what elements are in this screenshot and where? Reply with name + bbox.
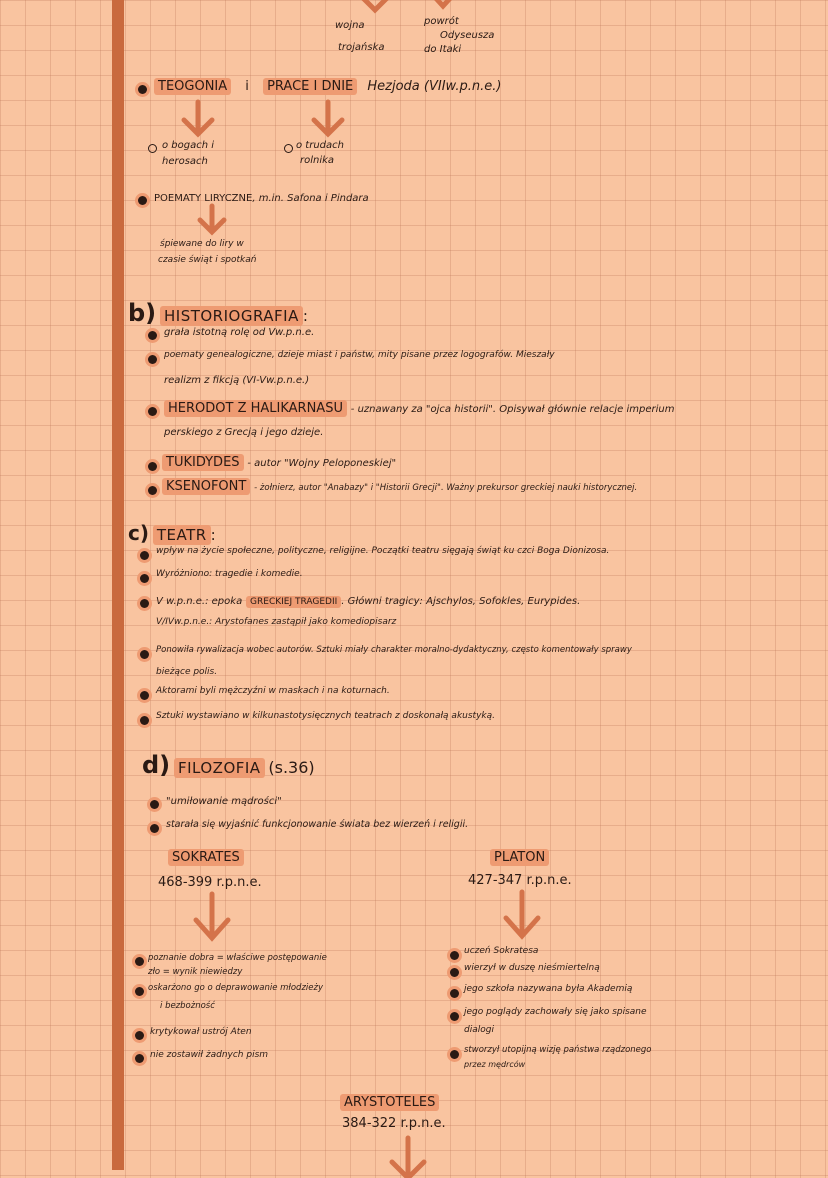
bullet-dot xyxy=(148,355,157,364)
ksenofont-line xyxy=(162,480,637,494)
tragedia-highlight: GRECKIEJ TRAGEDII xyxy=(246,596,341,608)
teatr-b3-a: V w.p.n.e.: epoka xyxy=(156,596,243,607)
sokrates-name-wrap xyxy=(168,851,244,865)
platon-dates: 427-347 r.p.n.e. xyxy=(468,873,572,888)
bullet-dot xyxy=(138,85,147,94)
platon-p1: uczeń Sokratesa xyxy=(464,946,539,956)
arystoteles-dates: 384-322 r.p.n.e. xyxy=(342,1116,446,1131)
arystoteles-name-wrap xyxy=(340,1096,439,1110)
section-letter: c) xyxy=(128,521,149,545)
margin-line xyxy=(112,0,124,1170)
filozofia-title: FILOZOFIA xyxy=(174,758,265,778)
herodot-name: HERODOT Z HALIKARNASU xyxy=(164,400,347,417)
tukidydes-line xyxy=(162,456,396,470)
hezjod-sub2-b: rolnika xyxy=(300,155,335,166)
teatr-b3-line2: V/IVw.p.n.e.: Arystofanes zastąpił jako komediopisarz xyxy=(156,617,397,627)
hezjod-sub2-a: o trudach xyxy=(296,140,344,151)
sokrates-p1-a: poznanie dobra = właściwe postępowanie xyxy=(148,953,327,963)
bullet-dot xyxy=(450,989,459,998)
teogonia-title: TEOGONIA xyxy=(154,78,231,95)
filozofia-page: (s.36) xyxy=(268,758,315,777)
bullet-dot xyxy=(135,1054,144,1063)
historiografia-b1: grała istotną rolę od Vw.p.n.e. xyxy=(164,327,315,338)
bullet-dot xyxy=(450,1012,459,1021)
hezjod-line xyxy=(154,80,501,94)
filozofia-heading xyxy=(142,752,315,778)
bullet-dot xyxy=(148,486,157,495)
bullet-dot xyxy=(140,574,149,583)
bullet-dot xyxy=(140,551,149,560)
poematy-note-b: czasie świąt i spotkań xyxy=(158,255,257,265)
filozofia-b2: starała się wyjaśnić funkcjonowanie świata bez wierzeń i religii. xyxy=(166,819,469,830)
top-wojna: wojna xyxy=(335,20,365,31)
bullet-circle xyxy=(148,144,157,153)
herodot-rest2: perskiego z Grecją i jego dzieje. xyxy=(164,427,324,438)
platon-p5-a: stworzył utopijną wizję państwa rządzonego xyxy=(464,1045,652,1055)
bullet-dot xyxy=(148,331,157,340)
bullet-dot xyxy=(138,196,147,205)
bullet-dot xyxy=(135,987,144,996)
poematy-rest: , m.in. Safona i Pindara xyxy=(252,193,369,204)
sokrates-dates: 468-399 r.p.n.e. xyxy=(158,875,262,890)
conj-i: i xyxy=(245,79,249,94)
sokrates-p4: nie zostawił żadnych pism xyxy=(150,1050,269,1060)
bullet-dot xyxy=(135,1031,144,1040)
poematy-line xyxy=(154,193,369,204)
filozofia-b1: "umiłowanie mądrości" xyxy=(166,796,282,807)
ksenofont-rest: - żołnierz, autor "Anabazy" i "Historii Grecji". Ważny prekursor greckiej nauki historycznej. xyxy=(254,483,638,493)
top-trojanska: trojańska xyxy=(338,42,385,53)
colon: : xyxy=(302,307,309,325)
teatr-title: TEATR xyxy=(153,525,211,545)
bullet-dot xyxy=(450,1050,459,1059)
poematy-note-a: śpiewane do liry w xyxy=(160,239,244,249)
platon-name: PLATON xyxy=(490,849,549,866)
sokrates-name: SOKRATES xyxy=(168,849,244,866)
arrow-down-icon xyxy=(178,102,218,138)
platon-name-wrap xyxy=(490,851,549,865)
arrow-down-icon xyxy=(195,206,229,236)
sokrates-p2-a: oskarżono go o deprawowanie młodzieży xyxy=(148,983,323,993)
bullet-dot xyxy=(148,407,157,416)
bullet-dot xyxy=(135,957,144,966)
arrow-down-icon xyxy=(428,0,458,14)
platon-p4-b: dialogi xyxy=(464,1025,494,1035)
bullet-dot xyxy=(450,968,459,977)
bullet-dot xyxy=(150,824,159,833)
bullet-dot xyxy=(140,599,149,608)
platon-p3: jego szkoła nazywana była Akademią xyxy=(464,984,633,994)
teatr-b4-a: Ponowiła rywalizacja wobec autorów. Sztuki miały charakter moralno-dydaktyczny, często komentowały sprawy xyxy=(156,645,632,655)
teatr-b3 xyxy=(156,594,580,608)
platon-p2: wierzył w duszę nieśmiertelną xyxy=(464,963,600,973)
colon: : xyxy=(210,526,217,544)
arrow-down-icon xyxy=(386,1138,430,1178)
arrow-down-icon xyxy=(308,102,348,138)
bullet-circle xyxy=(284,144,293,153)
section-letter: d) xyxy=(142,751,171,779)
bullet-dot xyxy=(140,650,149,659)
sokrates-p1-b: zło = wynik niewiedzy xyxy=(148,967,243,977)
teatr-b2: Wyróżniono: tragedie i komedie. xyxy=(156,569,303,579)
tukidydes-rest: - autor "Wojny Peloponeskiej" xyxy=(247,458,397,469)
prace-title: PRACE I DNIE xyxy=(263,78,357,95)
platon-p4-a: jego poglądy zachowały się jako spisane xyxy=(464,1007,647,1017)
teatr-b3-b: . Główni tragicy: Ajschylos, Sofokles, Eurypides. xyxy=(341,596,581,607)
teatr-b6: Sztuki wystawiano w kilkunastotysięcznych teatrach z doskonałą akustyką. xyxy=(156,711,495,721)
teatr-heading xyxy=(128,522,216,544)
bullet-dot xyxy=(450,951,459,960)
historiografia-title: HISTORIOGRAFIA xyxy=(160,306,303,326)
bullet-dot xyxy=(140,716,149,725)
hezjod-author: Hezjoda (VIIw.p.n.e.) xyxy=(367,79,502,94)
arrow-down-icon xyxy=(355,0,395,18)
tukidydes-name: TUKIDYDES xyxy=(162,454,244,471)
arrow-down-icon xyxy=(500,892,544,942)
top-do-itaki: do Itaki xyxy=(424,44,462,55)
teatr-b4-b: bieżące polis. xyxy=(156,667,218,677)
teatr-b1: wpływ na życie społeczne, polityczne, religijne. Początki teatru sięgają świąt ku czci Boga Dionizosa. xyxy=(156,546,610,556)
hezjod-sub1-b: herosach xyxy=(162,156,208,167)
arystoteles-name: ARYSTOTELES xyxy=(340,1094,439,1111)
top-odyseusza: Odyseusza xyxy=(440,30,495,41)
bullet-dot xyxy=(148,462,157,471)
bullet-dot xyxy=(140,691,149,700)
top-powrot: powrót xyxy=(424,16,459,27)
bullet-dot xyxy=(150,800,159,809)
platon-p5-b: przez mędrców xyxy=(464,1060,526,1069)
sokrates-p2-b: i bezbożność xyxy=(160,1001,215,1011)
section-letter: b) xyxy=(128,299,157,327)
sokrates-p3: krytykował ustrój Aten xyxy=(150,1027,252,1037)
historiografia-b2-a: poematy genealogiczne, dzieje miast i państw, mity pisane przez logografów. Mieszały xyxy=(164,350,555,360)
historiografia-heading xyxy=(128,300,308,326)
teatr-b5: Aktorami byli mężczyźni w maskach i na koturnach. xyxy=(156,686,390,696)
poematy-title: POEMATY LIRYCZNE xyxy=(154,193,253,204)
herodot-line xyxy=(164,402,674,416)
historiografia-b2-b: realizm z fikcją (VI-Vw.p.n.e.) xyxy=(164,375,310,386)
hezjod-sub1-a: o bogach i xyxy=(162,140,215,151)
arrow-down-icon xyxy=(190,894,234,944)
ksenofont-name: KSENOFONT xyxy=(162,478,250,495)
herodot-rest: - uznawany za "ojca historii". Opisywał głównie relacje imperium xyxy=(350,404,675,415)
